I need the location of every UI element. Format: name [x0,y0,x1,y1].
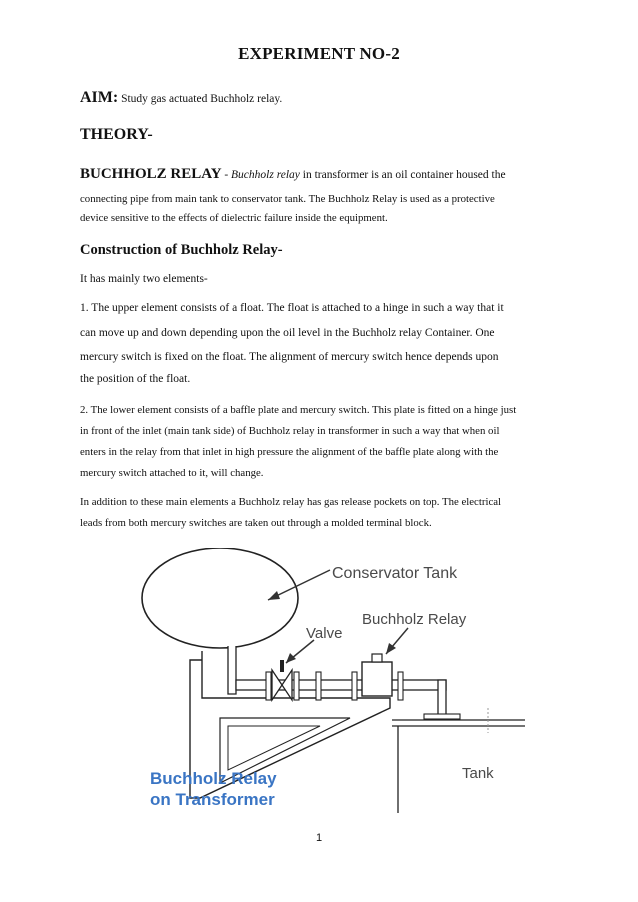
label-conservator-tank: Conservator Tank [332,565,458,582]
aim-line [80,89,282,107]
buchholz-diagram [140,548,540,813]
theory-heading: THEORY- [80,126,153,143]
page-title: EXPERIMENT NO-2 [238,44,400,63]
buchholz-line-1-rest: in transformer is an oil container housed the [299,169,506,181]
construction-intro: It has mainly two elements- [80,273,208,285]
relay-body [362,662,392,696]
buchholz-line-3: device sensitive to the effects of dielectric failure inside the equipment. [80,212,388,224]
buchholz-heading: BUCHHOLZ RELAY [80,166,222,182]
label-valve: Valve [306,625,343,642]
buchholz-italic: Buchholz relay [231,169,300,181]
p1-line: the position of the float. [80,373,191,385]
arrowhead [286,653,296,663]
p1-line: mercury switch is fixed on the float. The alignment of mercury switch hence depends upon [80,351,499,363]
main-tank-top [392,720,525,813]
buchholz-line-2: connecting pipe from main tank to conservator tank. The Buchholz Relay is used as a protective [80,193,495,205]
tank-flange [424,714,460,719]
caption-line-2: on Transformer [150,790,275,809]
flange [294,672,299,700]
p2-line: 2. The lower element consists of a baffle plate and mercury switch. This plate is fitted on a hinge just [80,404,517,416]
buchholz-line-1 [80,166,506,183]
construction-heading: Construction of Buchholz Relay- [80,242,283,258]
page-number: 1 [315,832,323,844]
p2-line: in front of the inlet (main tank side) of Buchholz relay in transformer in such a way that when oil [80,425,500,437]
p1-line: 1. The upper element consists of a float. The float is attached to a hinge in such a way that it [80,302,504,314]
aim-label: AIM [80,89,113,106]
flange [316,672,321,700]
aim-colon: : [112,89,119,106]
flange [398,672,403,700]
buchholz-dash: - [224,169,232,181]
pipe-to-tank [438,680,446,716]
label-tank: Tank [462,765,494,782]
relay-top [372,654,382,662]
flange [352,672,357,700]
valve-stem [280,660,284,672]
label-buchholz-relay: Buchholz Relay [362,611,467,628]
pipe-vertical [228,646,236,694]
p2-line: mercury switch attached to it, will change. [80,467,264,479]
valve-shape [272,670,292,700]
p2-line: enters in the relay from that inlet in high pressure the alignment of the baffle plate along with the [80,446,499,458]
aim-text: Study gas actuated Buchholz relay. [121,93,283,105]
flange [266,672,271,700]
p3-line: In addition to these main elements a Buchholz relay has gas release pockets on top. The electrical [80,496,502,508]
p3-line: leads from both mercury switches are taken out through a molded terminal block. [80,517,432,529]
p1-line: can move up and down depending upon the oil level in the Buchholz relay Container. One [80,327,495,339]
caption-line-1: Buchholz Relay [150,769,277,788]
